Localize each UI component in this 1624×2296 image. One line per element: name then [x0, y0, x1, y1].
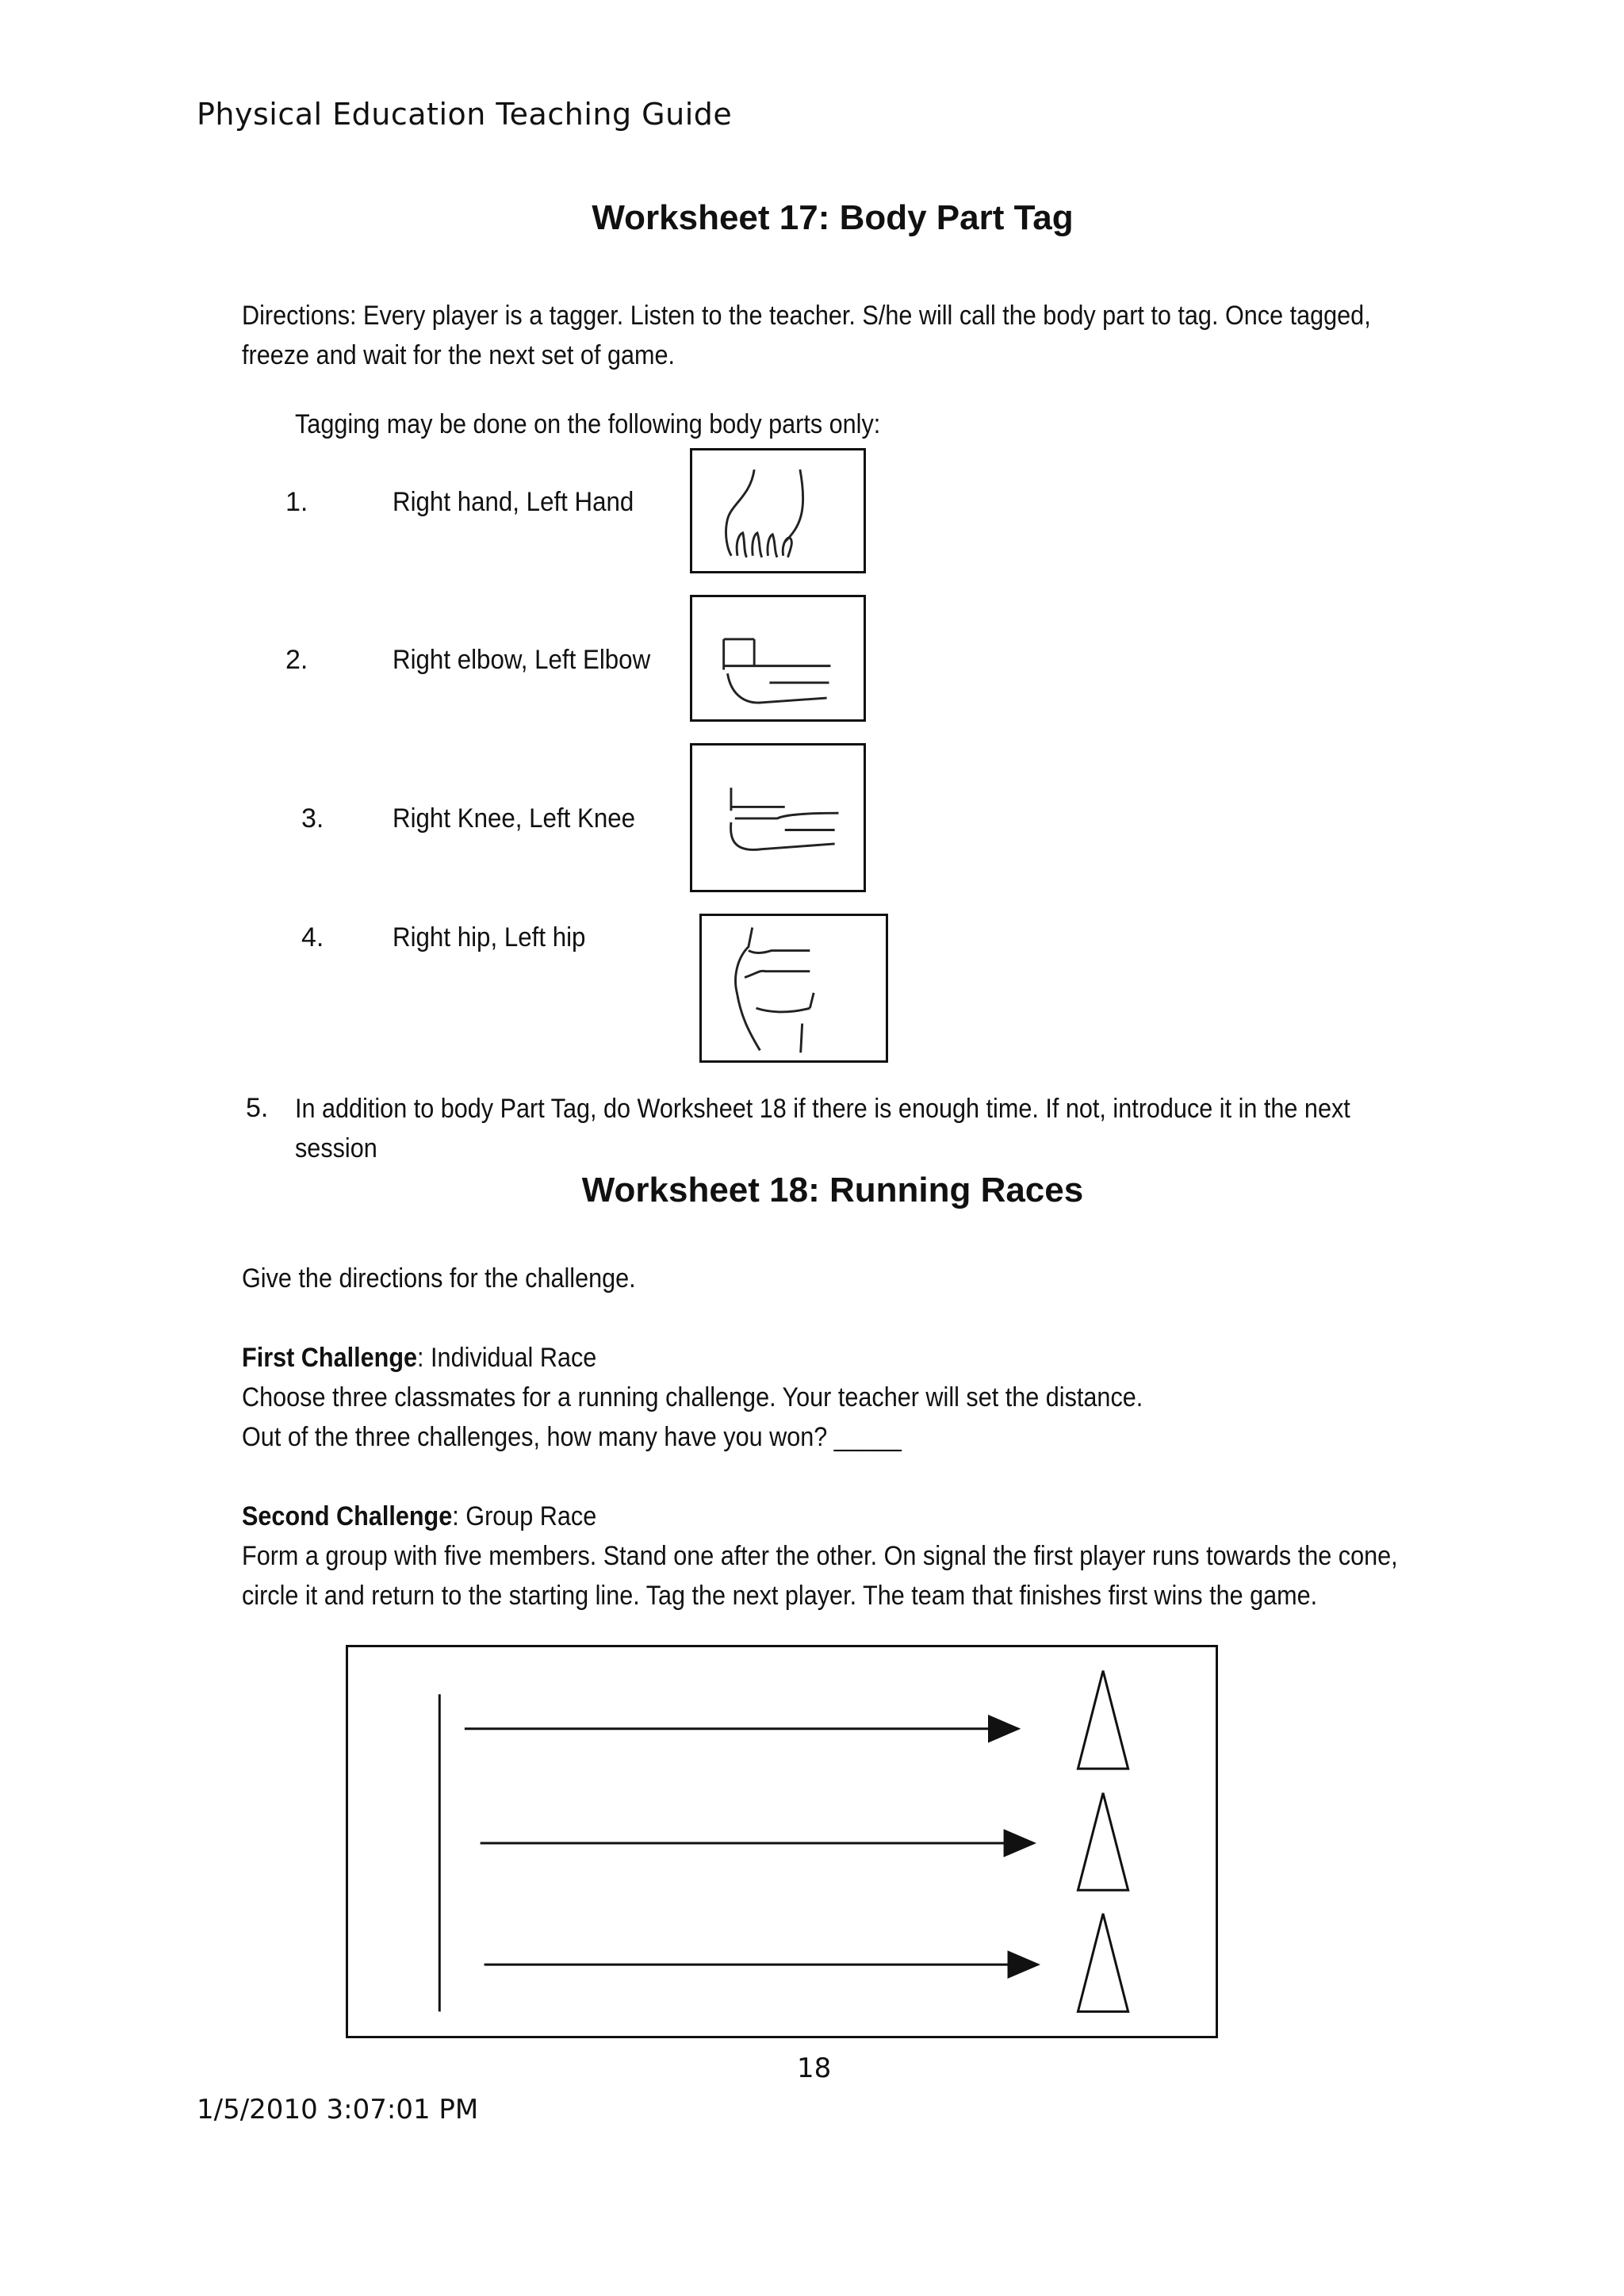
hand-icon [692, 450, 864, 571]
tagging-intro: Tagging may be done on the following body parts only: [295, 409, 881, 439]
challenge-intro: Give the directions for the challenge. [242, 1263, 636, 1294]
knee-icon [692, 746, 864, 890]
item-label-hand: Right hand, Left Hand [393, 487, 634, 517]
page-number: 18 [797, 2053, 832, 2084]
item-5-line-1: In addition to body Part Tag, do Worksheet 18 if there is enough time. If not, introduce it in the next [295, 1094, 1350, 1124]
relay-race-diagram [346, 1645, 1218, 2038]
directions-line-2: freeze and wait for the next set of game. [242, 340, 676, 370]
item-label-knee: Right Knee, Left Knee [393, 803, 636, 834]
second-challenge-line-2: circle it and return to the starting line. Tag the next player. The team that finishes first wins the game. [242, 1581, 1318, 1611]
item-number: 4. [301, 922, 324, 953]
second-challenge-type: : Group Race [452, 1501, 597, 1531]
cone-icon [1078, 1793, 1128, 1891]
worksheet-17-title: Worksheet 17: Body Part Tag [592, 198, 1074, 237]
elbow-icon [692, 597, 864, 719]
cone-icon [1078, 1914, 1128, 2011]
knee-image [690, 743, 866, 892]
footer-timestamp: 1/5/2010 3:07:01 PM [197, 2094, 479, 2125]
item-number: 1. [285, 487, 308, 517]
hip-image [699, 914, 888, 1063]
item-label-elbow: Right elbow, Left Elbow [393, 645, 651, 675]
first-challenge-line-2: Out of the three challenges, how many have you won? _____ [242, 1422, 902, 1452]
item-label-hip: Right hip, Left hip [393, 922, 586, 953]
worksheet-18-title: Worksheet 18: Running Races [581, 1171, 1084, 1209]
hip-icon [702, 916, 886, 1060]
directions-line-1: Directions: Every player is a tagger. Listen to the teacher. S/he will call the body part to tag. Once tagged, [242, 301, 1371, 331]
page-header: Physical Education Teaching Guide [197, 97, 733, 132]
first-challenge-type: : Individual Race [417, 1343, 597, 1373]
second-challenge-heading [242, 1497, 596, 1536]
hand-image [690, 448, 866, 573]
cone-icon [1078, 1671, 1128, 1769]
first-challenge-line-1: Choose three classmates for a running challenge. Your teacher will set the distance. [242, 1382, 1143, 1412]
item-number: 3. [301, 803, 324, 834]
first-challenge-heading [242, 1338, 596, 1378]
item-number: 2. [285, 645, 308, 675]
second-challenge-line-1: Form a group with five members. Stand one after the other. On signal the first player runs towards the cone, [242, 1541, 1398, 1571]
first-challenge-label: First Challenge [242, 1343, 418, 1373]
elbow-image [690, 595, 866, 722]
relay-diagram-svg [348, 1647, 1216, 2036]
item-number: 5. [246, 1093, 269, 1123]
second-challenge-label: Second Challenge [242, 1501, 453, 1531]
item-5-line-2: session [295, 1133, 377, 1163]
